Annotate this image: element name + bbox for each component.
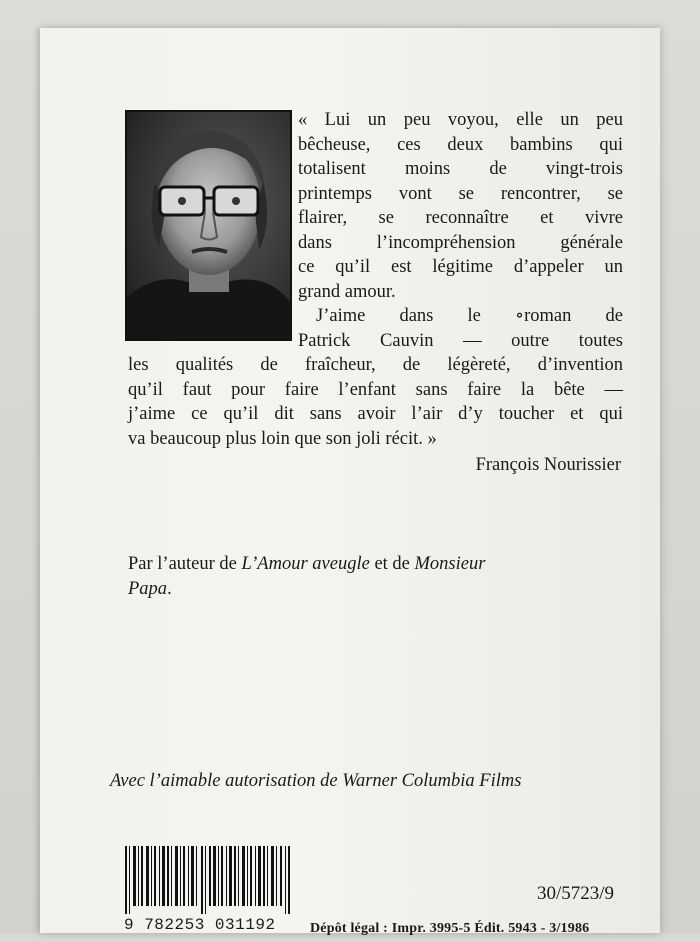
quote-line: qu’il faut pour faire l’enfant sans faire la bête —: [128, 379, 623, 400]
book-title-monsieur: Monsieur: [414, 554, 486, 574]
quote-line: totalisent moins de vingt-trois: [298, 159, 623, 179]
quote-line: j’aime ce qu’il dit sans avoir l’air d’y toucher et qui: [128, 404, 623, 424]
quote-line: grand amour.: [298, 281, 396, 302]
author-line-prefix: Par l’auteur de: [128, 554, 242, 574]
isbn-digits: 9 782253 031192: [124, 916, 276, 934]
quote-line: printemps vont se rencontrer, se: [298, 183, 623, 204]
quote-line: les qualités de fraîcheur, de légèreté, d’invention: [128, 355, 623, 375]
legal-deposit: Dépôt légal : Impr. 3995-5 Édit. 5943 - 3/1986: [310, 921, 590, 936]
quote-line: J’aime dans le ∘roman de: [316, 306, 623, 326]
quote-full-lines: [128, 353, 623, 451]
book-title-papa: Papa: [128, 578, 168, 599]
author-line-middle: et de: [369, 554, 415, 574]
quote-block: [128, 108, 623, 478]
quote-line: ce qu’il est légitime d’appeler un: [298, 257, 623, 277]
quote-line: Patrick Cauvin — outre toutes: [298, 330, 623, 351]
reference-number: 30/5723/9: [537, 883, 615, 904]
author-works-line: [128, 552, 628, 601]
quote-line: « Lui un peu voyou, elle un peu: [298, 110, 623, 130]
barcode-bars-icon: [125, 846, 300, 914]
quote-line: bêcheuse, ces deux bambins qui: [298, 134, 623, 155]
quote-line: flairer, se reconnaître et vivre: [298, 208, 623, 228]
quote-line: dans l’incompréhension générale: [298, 232, 623, 253]
quote-line: va beaucoup plus loin que son joli récit. »: [128, 428, 437, 449]
quote-indented-lines: [128, 108, 623, 353]
film-credit: Avec l’aimable autorisation de Warner Columbia Films: [110, 771, 522, 791]
barcode: [125, 846, 300, 926]
author-line-suffix: .: [167, 578, 172, 599]
book-back-cover: [40, 28, 660, 936]
book-title-amour-aveugle: L’Amour aveugle: [241, 554, 370, 574]
quote-signature: François Nourissier: [475, 455, 621, 475]
